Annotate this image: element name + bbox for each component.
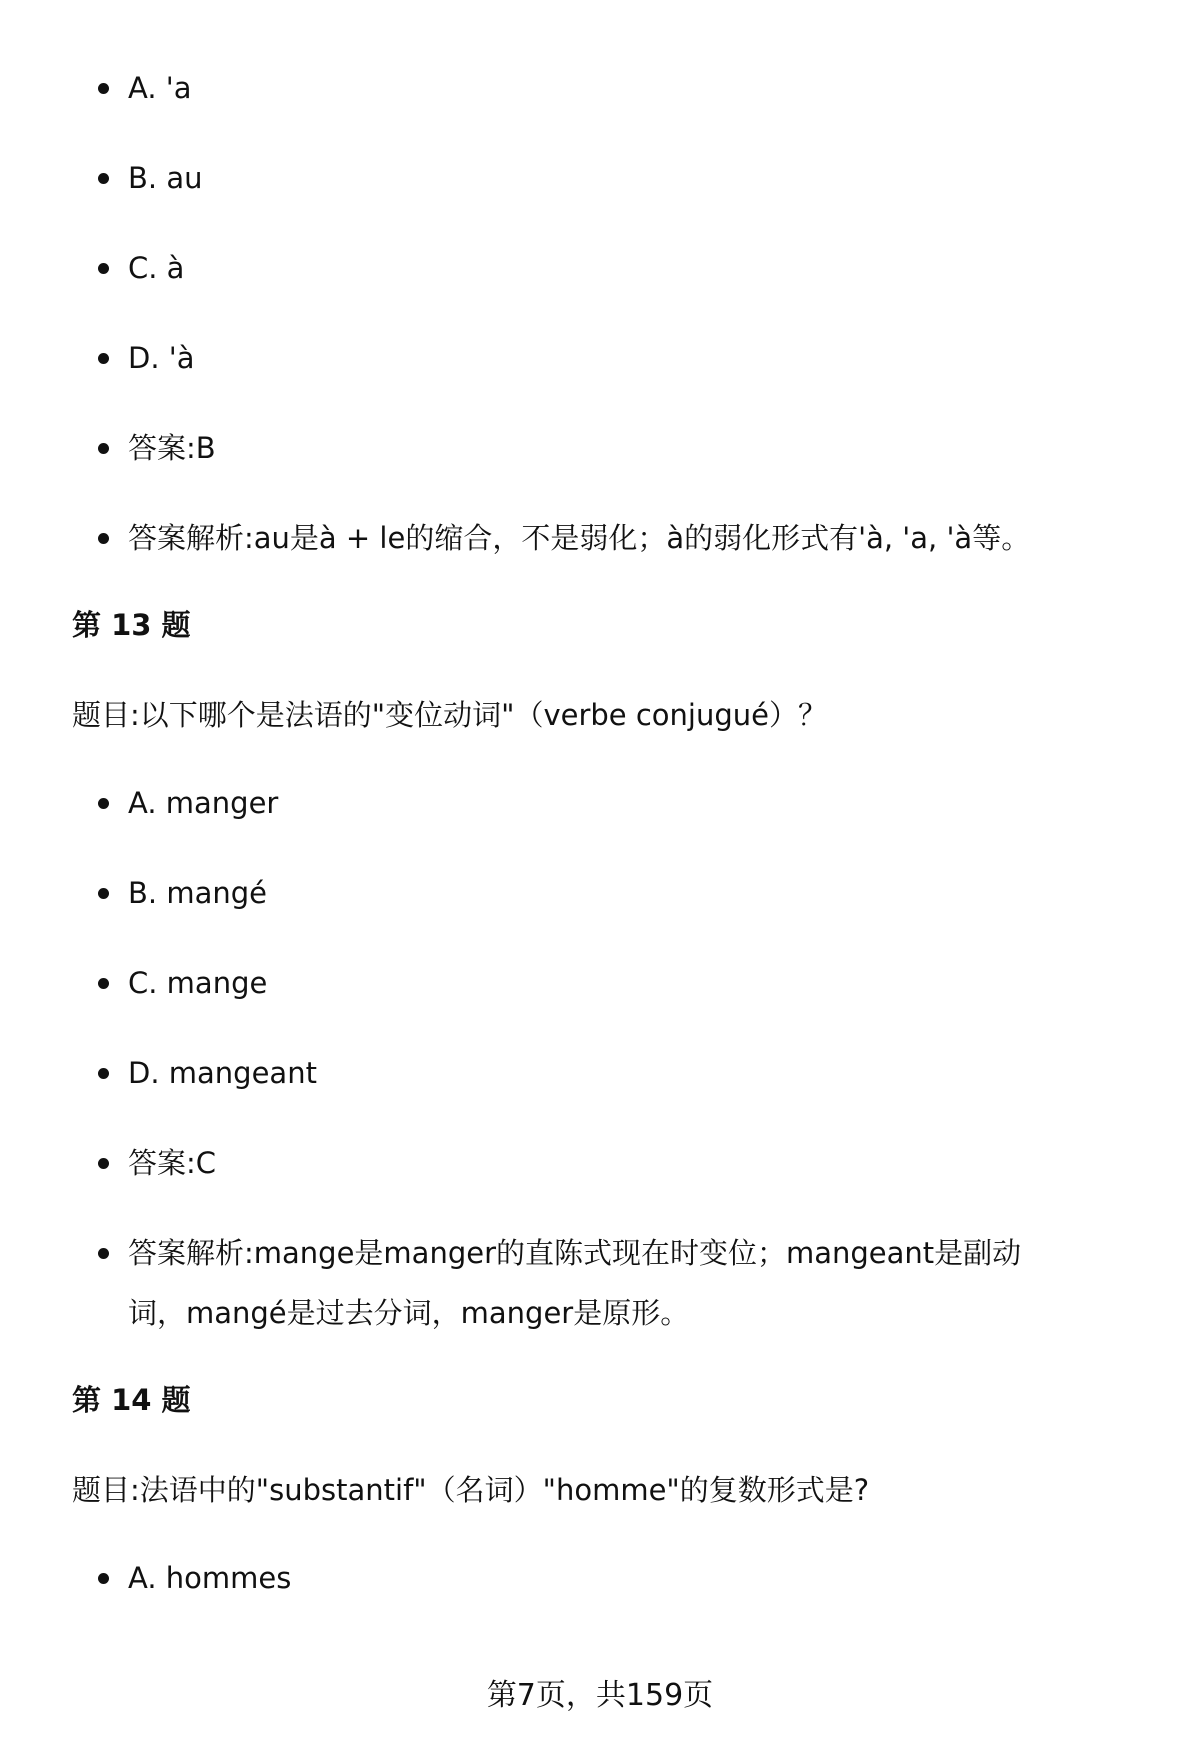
- bullet-icon: [98, 83, 109, 94]
- question-text: 题目:法语中的"substantif"（名词）"homme"的复数形式是?: [72, 1473, 870, 1507]
- bullet-icon: [98, 1573, 109, 1584]
- option-text: D. mangeant: [128, 1056, 317, 1090]
- list-item: [0, 863, 1048, 953]
- list-item: [0, 328, 1048, 418]
- question-heading: 第 14 题: [72, 1383, 191, 1417]
- option-text: A. manger: [128, 786, 279, 820]
- bullet-icon: [98, 1068, 109, 1079]
- q14-options-block: [0, 1548, 1200, 1638]
- question-heading: 第 13 题: [72, 608, 191, 642]
- list-item: [0, 238, 1048, 328]
- explanation-text: 答案解析:au是à + le的缩合，不是弱化；à的弱化形式有'à, 'a, 'à等。: [128, 521, 1031, 555]
- bullet-icon: [98, 353, 109, 364]
- bullet-icon: [98, 888, 109, 899]
- list-item: [0, 773, 1048, 863]
- q13-options-block: [0, 773, 1200, 1343]
- list-item: [0, 953, 1048, 1043]
- q12-options-block: [0, 58, 1200, 568]
- bullet-icon: [98, 443, 109, 454]
- question-text: 题目:以下哪个是法语的"变位动词"（verbe conjugué）？: [72, 698, 827, 732]
- option-text: A. hommes: [128, 1561, 292, 1595]
- option-text: D. 'à: [128, 341, 195, 375]
- bullet-icon: [98, 1158, 109, 1169]
- q12-options-list: [0, 58, 1200, 568]
- list-item: [0, 418, 1048, 508]
- option-text: C. mange: [128, 966, 268, 1000]
- explanation-text: 答案解析:mange是manger的直陈式现在时变位；mangeant是副动词，mangé是过去分词，manger是原形。: [128, 1236, 1022, 1330]
- list-item: [0, 148, 1048, 238]
- option-text: A. 'a: [128, 71, 192, 105]
- q14-options-list: [0, 1548, 1200, 1638]
- list-item: [0, 508, 1048, 568]
- option-text: C. à: [128, 251, 185, 285]
- list-item: [0, 1133, 1048, 1223]
- bullet-icon: [98, 978, 109, 989]
- list-item: [0, 1548, 1048, 1638]
- bullet-icon: [98, 1248, 109, 1259]
- answer-text: 答案:B: [128, 431, 216, 465]
- list-item: [0, 1223, 1048, 1343]
- list-item: [0, 58, 1048, 148]
- page-number: 第7页，共159页: [486, 1678, 714, 1713]
- bullet-icon: [98, 263, 109, 274]
- bullet-icon: [98, 798, 109, 809]
- bullet-icon: [98, 173, 109, 184]
- q13-options-list: [0, 773, 1200, 1343]
- list-item: [0, 1043, 1048, 1133]
- option-text: B. mangé: [128, 876, 267, 910]
- bullet-icon: [98, 533, 109, 544]
- option-text: B. au: [128, 161, 203, 195]
- answer-text: 答案:C: [128, 1146, 217, 1180]
